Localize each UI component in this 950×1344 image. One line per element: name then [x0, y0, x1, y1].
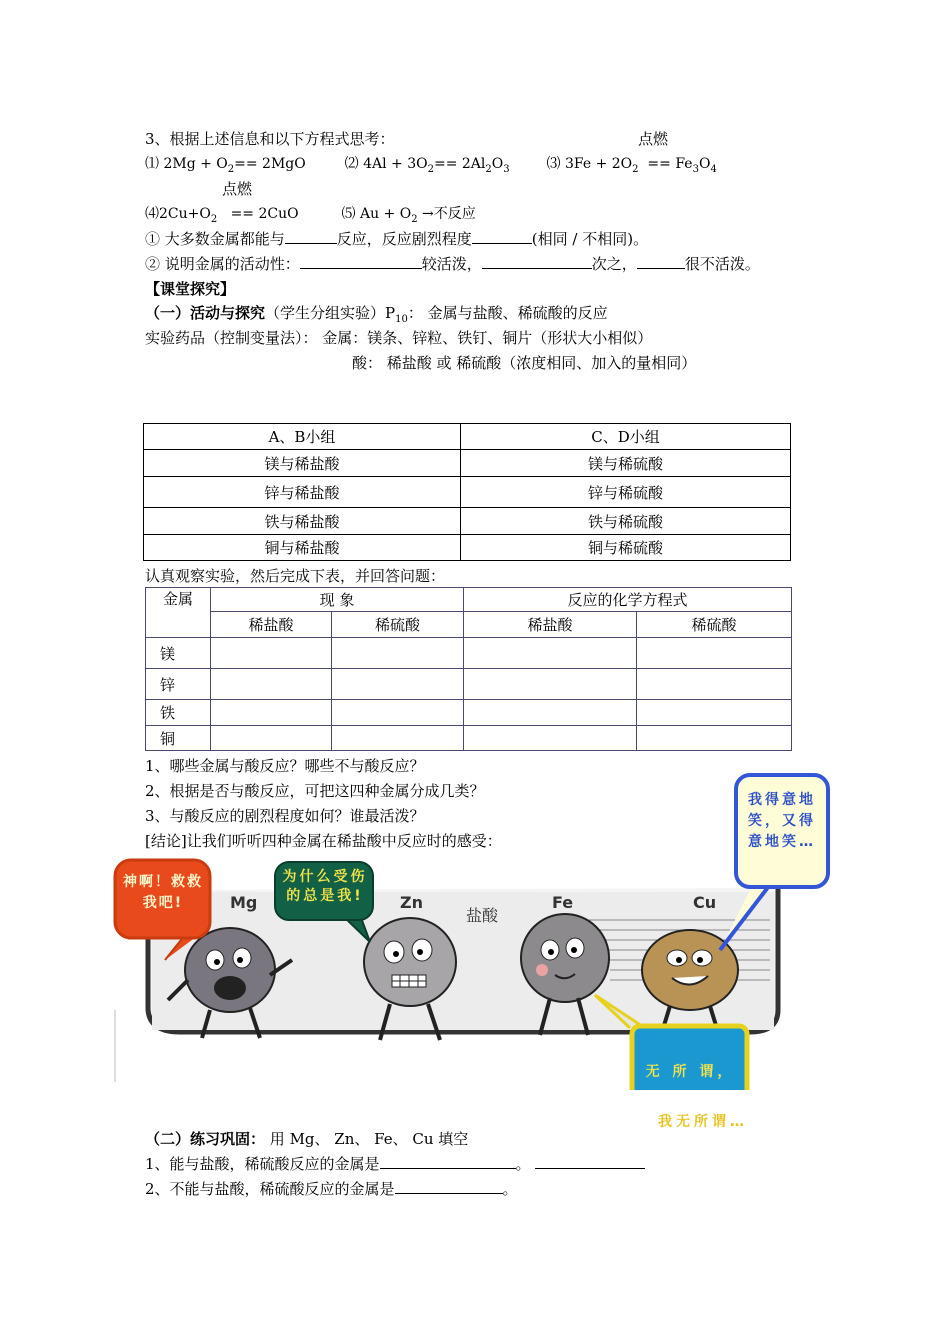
- conclusion-tag: [结论]: [145, 832, 187, 850]
- zn-bubble-text: 为什么受伤的总是我!: [282, 869, 368, 904]
- table-row: [146, 700, 792, 726]
- table-cell: 铁与稀盐酸: [144, 508, 461, 535]
- table-cell: 锌与稀盐酸: [144, 477, 461, 508]
- input-cell[interactable]: [332, 726, 464, 751]
- question-1: 1、哪些金属与酸反应？哪些不与酸反应？: [145, 757, 425, 775]
- table-row: [146, 612, 792, 638]
- eq2: ⑵ $4Al + 3O_2== 2Al_2O_3$: [344, 156, 510, 175]
- eq1: ⑴ $2Mg + O_2== 2MgO$: [145, 156, 306, 175]
- table-header: C、D小组: [461, 424, 791, 450]
- table-row: [146, 588, 792, 612]
- eq4: $⑷2Cu+O_2$ == 2CuO: [145, 206, 299, 225]
- table-cell: 铁: [146, 700, 211, 726]
- blank-2[interactable]: [472, 229, 532, 244]
- practice-blank-1[interactable]: [380, 1154, 516, 1169]
- blank-4[interactable]: [482, 254, 592, 269]
- input-cell[interactable]: [211, 700, 332, 726]
- input-cell[interactable]: [637, 669, 792, 700]
- materials-line: 实验药品（控制变量法）： 金属：镁条、锌粒、铁钉、铜片（形状大小相似）: [145, 329, 653, 347]
- cu-bubble-text: 我得意地笑，又得意地笑…: [748, 792, 816, 850]
- table-row: [144, 535, 791, 561]
- input-cell[interactable]: [464, 726, 637, 751]
- input-cell[interactable]: [637, 638, 792, 669]
- label-fe: Fe: [552, 893, 574, 912]
- ignite-label-2: 点燃: [222, 180, 253, 198]
- table-cell: 镁与稀硫酸: [461, 450, 791, 477]
- input-cell[interactable]: [332, 669, 464, 700]
- blank-5[interactable]: [637, 254, 685, 269]
- table-cell: 镁与稀盐酸: [144, 450, 461, 477]
- table-cell: 铜与稀盐酸: [144, 535, 461, 561]
- input-cell[interactable]: [211, 726, 332, 751]
- practice-blank-3[interactable]: [395, 1179, 503, 1194]
- practice-blank-2[interactable]: [535, 1154, 645, 1169]
- table-cell: 铜与稀硫酸: [461, 535, 791, 561]
- table-header: 稀硫酸: [637, 612, 792, 638]
- mg-bubble-text: 神啊！救救我吧!: [123, 874, 203, 911]
- input-cell[interactable]: [332, 700, 464, 726]
- table-cell: 铁与稀硫酸: [461, 508, 791, 535]
- table-header: 金属: [146, 588, 211, 638]
- table-header: A、B小组: [144, 424, 461, 450]
- eq5: ⑸ $Au + O_2$ →不反应: [341, 206, 476, 225]
- section3-intro: 3、根据上述信息和以下方程式思考：: [145, 130, 395, 148]
- table-row: [144, 424, 791, 450]
- observation-table: [145, 587, 792, 751]
- acids-line: 酸： 稀盐酸 或 稀硫酸（浓度相同、加入的量相同）: [352, 354, 697, 372]
- question-activity-1: ① 大多数金属都能与 反应，反应剧烈程度 (相同 / 不相同)。: [145, 230, 649, 248]
- input-cell[interactable]: [332, 638, 464, 669]
- input-cell[interactable]: [637, 726, 792, 751]
- fe-bubble-text: 无 所 谓，: [645, 1064, 736, 1080]
- table-header: 稀盐酸: [211, 612, 332, 638]
- question-activity-2: ② 说明金属的活动性： 较活泼， 次之， 很不活泼。: [145, 255, 760, 273]
- table-row: [146, 638, 792, 669]
- eq3: ⑶ $3Fe + 2O_2 == Fe_3O_4$: [546, 156, 717, 175]
- practice-instruction: 用 Mg、 Zn、 Fe、 Cu 填空: [269, 1130, 469, 1148]
- equation-row-1: [145, 153, 717, 175]
- practice-q2: 2、不能与盐酸，稀硫酸反应的金属是 。: [145, 1180, 518, 1198]
- input-cell[interactable]: [464, 700, 637, 726]
- blank-1[interactable]: [285, 229, 337, 244]
- table-cell: 镁: [146, 638, 211, 669]
- blank-3[interactable]: [300, 254, 422, 269]
- equation-row-2: [145, 203, 476, 225]
- input-cell[interactable]: [211, 669, 332, 700]
- classroom-heading: 【课堂探究】: [145, 280, 236, 298]
- practice-q1: 1、能与盐酸，稀硫酸反应的金属是 。: [145, 1153, 645, 1174]
- practice-title-line: [145, 1128, 468, 1149]
- groups-table: [143, 423, 791, 561]
- metals-cartoon: [110, 770, 830, 1090]
- table-cell: 锌与稀硫酸: [461, 477, 791, 508]
- label-cu: Cu: [693, 893, 717, 912]
- table-header: 现 象: [211, 588, 464, 612]
- input-cell[interactable]: [637, 700, 792, 726]
- fe-bubble-text-2: 我无所谓…: [658, 1114, 748, 1130]
- input-cell[interactable]: [211, 638, 332, 669]
- table-row: [144, 508, 791, 535]
- table-header: 稀硫酸: [332, 612, 464, 638]
- activity-line: （一）活动与探究（学生分组实验）$P_{10}$： 金属与盐酸、稀硫酸的反应: [145, 304, 608, 325]
- conclusion-text: 让我们听听四种金属在稀盐酸中反应时的感受：: [186, 832, 502, 850]
- question-2: 2、根据是否与酸反应，可把这四种金属分成几类？: [145, 782, 485, 800]
- observe-intro: 认真观察实验，然后完成下表，并回答问题：: [145, 567, 446, 585]
- label-mg: Mg: [230, 893, 258, 912]
- table-row: [146, 726, 792, 751]
- question-3: 3、与酸反应的剧烈程度如何？谁最活泼？: [145, 807, 425, 825]
- ignite-label-1: 点燃: [638, 130, 669, 148]
- table-cell: 铜: [146, 726, 211, 751]
- table-row: [144, 450, 791, 477]
- table-header: 反应的化学方程式: [464, 588, 792, 612]
- label-zn: Zn: [400, 893, 423, 912]
- input-cell[interactable]: [464, 669, 637, 700]
- label-acid: 盐酸: [466, 906, 499, 925]
- table-cell: 锌: [146, 669, 211, 700]
- table-header: 稀盐酸: [464, 612, 637, 638]
- input-cell[interactable]: [464, 638, 637, 669]
- table-row: [146, 669, 792, 700]
- practice-title: （二）练习巩固：: [145, 1130, 266, 1148]
- table-row: [144, 477, 791, 508]
